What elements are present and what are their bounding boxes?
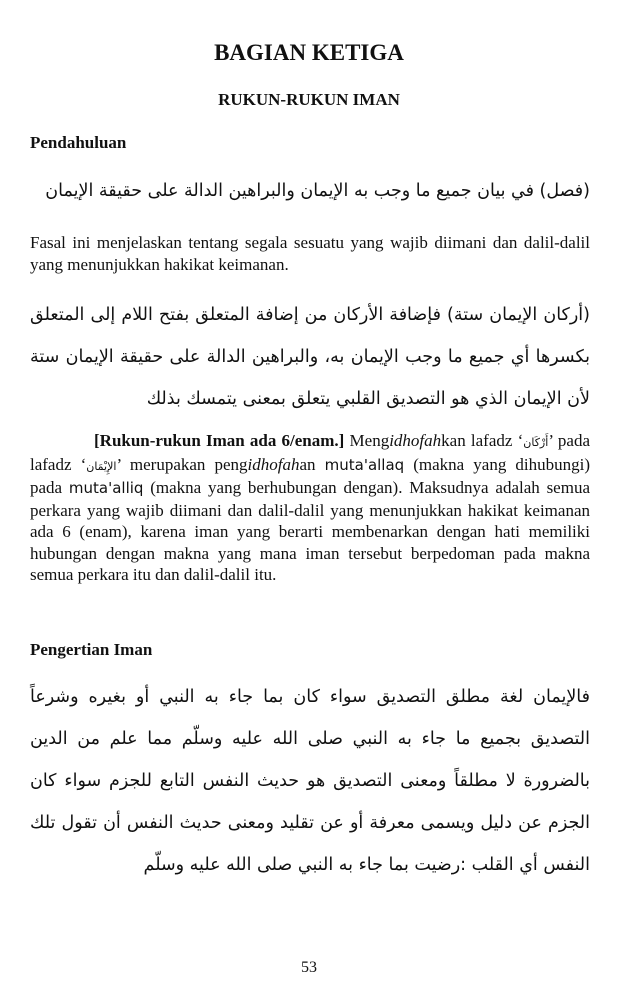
rukun-bold-label: [Rukun-rukun Iman ada 6/enam.] — [94, 431, 345, 450]
arabic-iman-definition: فالإيمان لغة مطلق التصديق سواء كان بما جاء به النبي أو بغيره وشرعاً التصديق بجميع ما جاء به النبي صلى الله عليه وسلّم مما علم من الدين بالضرورة لا مطلقاً ومعنى التصديق هو حديث النفس التابع للجزم سواء كان الجزم عن دليل ويسمى معرفة أو عن تقليد ومعنى حديث النفس أن تقول تلك النفس أي القلب :رضيت بما جاء به النبي صلى الله عليه وسلّم — [30, 687, 590, 875]
fasal-translation: Fasal ini menjelaskan tentang segala sesuatu yang wajib diimani dan dalil-dalil yang menunjukkan hakikat keimanan. — [30, 233, 590, 274]
section-heading-pengertian-iman: Pengertian Iman — [30, 640, 153, 659]
chapter-subtitle: RUKUN-RUKUN IMAN — [218, 90, 400, 109]
chapter-title: BAGIAN KETIGA — [214, 40, 404, 65]
section-heading-pendahuluan: Pendahuluan — [30, 133, 127, 152]
term-mutaalliq: muta'alliq — [68, 479, 144, 497]
term-mutaallaq: muta'allaq — [324, 455, 405, 474]
arabic-rukun-text: (أركان الإيمان ستة) فإضافة الأركان من إضافة المتعلق بفتح اللام إلى المتعلق بكسرها أي جميع ما وجب الإيمان به، والبراهين الدالة على حقيقة الإيمان ستة لأن الإيمان الذي هو التصديق القلبي يتعلق بمعنى يتمسك بذلك — [30, 305, 590, 409]
arabic-inline-iman: الإِيْمَان — [86, 459, 117, 473]
arabic-fasal-heading: (فصل) في بيان جميع ما وجب به الإيمان والبراهين الدالة على حقيقة الإيمان — [45, 181, 590, 201]
rukun-explanation-paragraph: [Rukun-rukun Iman ada 6/enam.] Mengidhofahkan lafadz ‘أَرْكَان’ pada lafadz ‘الإِيْمَان’ merupakan pengidhofahan muta'allaq (makna yang dihubungi) pada muta'alliq (makna yang berhubungan dengan). Maksudnya adalah semua perkara yang wajib diimani dan dalil-dalil yang menunjukkan hakikat keimanan ada 6 (enam), karena iman yang berarti membenarkan dengan hati memiliki hubungan dengan makna yang mana iman tersebut berpedoman pada makna semua perkara itu dan dalil-dalil itu. — [30, 431, 591, 584]
arabic-inline-arkan: أَرْكَان — [523, 436, 549, 449]
page-number: 53 — [301, 959, 317, 976]
